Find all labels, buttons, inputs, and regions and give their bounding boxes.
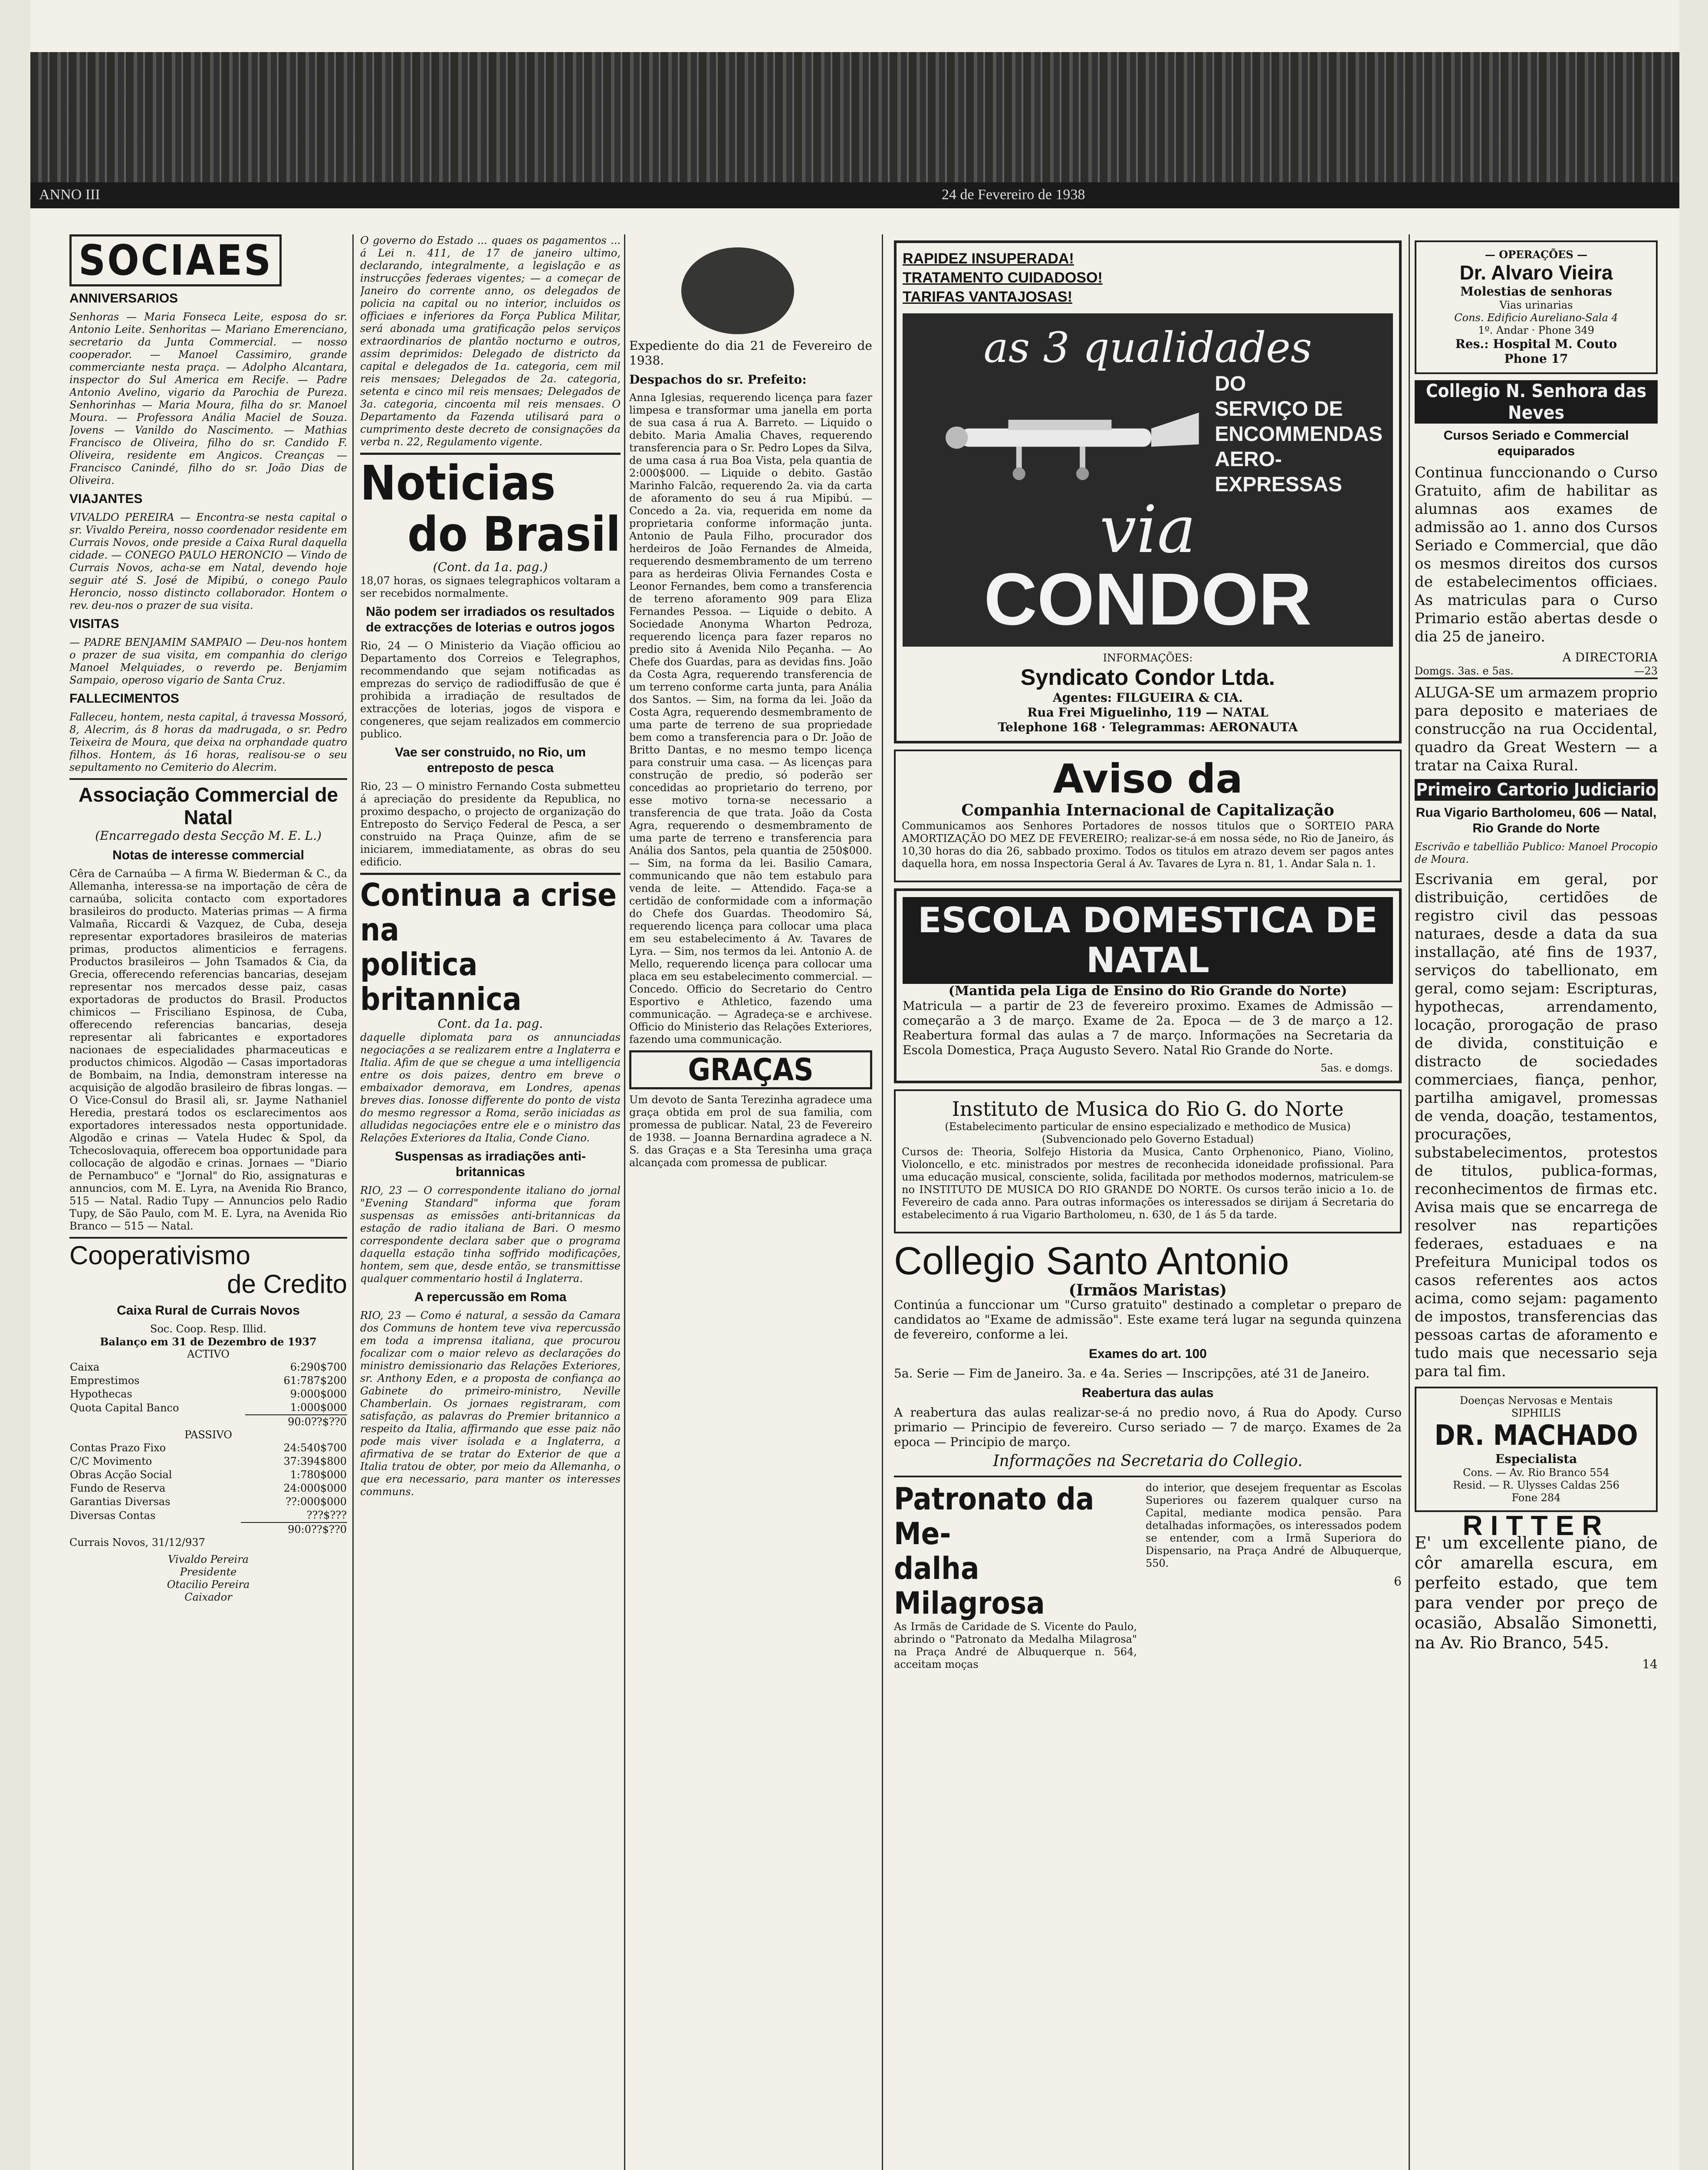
assoc-notes-heading: Notas de interesse commercial [112,848,304,862]
section-anniversaries: ANNIVERSARIOS [69,291,178,306]
condor-ad-graphic [903,313,1393,647]
crisis-title-2: politica britannica [360,946,522,1017]
machado-office: Cons. — Av. Rio Branco 554 [1463,1466,1609,1479]
instituto-title: Instituto de Musica do Rio G. do Norte [952,1097,1344,1121]
table-row [69,1374,347,1387]
dr-alvaro-ad [1415,240,1658,374]
ink-blot [681,247,794,334]
noticias-title-1: Noticias [360,453,621,509]
activo-table [69,1361,347,1429]
dr-alvaro-floor: 1º. Andar · Phone 349 [1478,324,1594,336]
instituto-text: Cursos de: Theoria, Solfejo Historia da Musica, Canto Orphenonico, Piano, Violino, Violoncello, e etc. ministrados por mestres de reconhecida idoneidade profissional. Para uma educação musical, consciente, solida, facilitada por methodos modernos, matriculem-se no INSTITUTO DE MUSICA DO RIO GRANDE DO NORTE. Os cursos terão inicio a 1o. de Fevereiro de cada anno. Para outras informações os interessados se dirijam á Secretaria do estabelecimento á rua Vigario Bartholomeu, n. 630, de 1 ás 5 da tarde. [902,1146,1394,1221]
table-cell: Garantias Diversas [70,1496,171,1508]
balanco-heading: Balanço em 31 de Dezembro de 1937 [100,1335,317,1348]
prefeitura-dispatch-text: Anna Iglesias, requerendo licença para fazer limpesa e transformar uma janella em porta de sua casa á rua A. Barreto. — Liquido o debito. Maria Amalia Chaves, requerendo transferencia para o Sr. Pedro Lopes da Silva, de uma casa á rua Boa Vista, pela quantia de 2:000$000. — Liquide o debito. Gastão Marinho Falcão, requerendo 2a. via da carta de aforamento do seu á rua Mipibú. — Concedo a 2a. via, requerida em nome da proprietaria conforme informação junta. Antonio de Paula Filho, procurador dos herdeiros de João Fernandes de Almeida, requerendo desmembramento de um terreno para as herdeiras Olivia Fernandes Costa e Leonor Fernandes, bem como a transferencia de terreno aforamento 909 para Eliza Fernandes Pessoa. — Liquide o debito. A Sociedade Anonyma Wharton Pedroza, requerendo licença para fazer reparos no predio sito á Avenida Nilo Peçanha. — Ao Chefe dos Guardas, para as devidas fins. João da Costa Agra, requerendo transferencia de um terreno conforme carta junta, para Anália dos Santos. — Sim, na forma da lei. João da Costa Agra, requerendo desmembramento de uma parte de terreno de sua propriedade bem como a transferencia para o Dr. João de Britto Dantas, e no mesmo tempo licença para construir uma casa. — As licenças para construção de predio, só poderão ser concedidas ao proprietario do terreno, por esse motivo torna-se necessario a transferencia de que trata. João da Costa Agra, requerendo o desmembramento de uma parte de terreno e transferencia para Anália dos Santos, pela quantia de 250$000. — Sim, na forma da lei. Basilio Camara, communicando que não tem estabulo para venda de leite. — Attendido. Faça-se a certidão de conformidade com a informação do Chefe dos Guardas. Theodomiro Sá, requerendo licença para collocar uma placa em seu estabelecimento á Av. Tavares de Lyra. — Sim, nos termos da lei. Antonio A. de Mello, requerendo licença para collocar uma placa em seu estabelecimento commercial. — Concedo. Officio do Secretario do Centro Esportivo e Athletico, fazendo uma communicação. — Agradeça-se e archivese. Officio do Ministerio das Relações Exteriores, fazendo uma communicação. [629,391,872,1046]
coop-title-1: Cooperativismo [69,1237,347,1270]
collegio-exams-text: 5a. Serie — Fim de Janeiro. 3a. e 4a. Series — Inscripções, até 31 de Janeiro. [894,1366,1370,1381]
crisis-title-1: Continua a crise na [360,873,621,947]
table-row [69,1482,347,1495]
headline-lottery: Não podem ser irradiados os resultados de extracções de loterias e outros jogos [366,605,615,635]
table-row [69,1522,347,1536]
collegio-footer: Informações na Secretaria do Collegio. [993,1452,1303,1470]
column-5 [1415,234,1658,2170]
table-row [69,1387,347,1401]
patronato-title-1: Patronato da Me- [894,1481,1094,1552]
patronato-title-2: dalha Milagrosa [894,1551,1045,1621]
passivo-table [69,1441,347,1536]
coop-title-2: de Credito [227,1269,347,1299]
machado-pre-2: SIPHILIS [1511,1407,1561,1419]
passivo-heading: PASSIVO [184,1429,232,1441]
machado-pre: Doenças Nervosas e Mentais [1459,1394,1613,1407]
collegio-irmaos: (Irmãos Maristas) [1068,1281,1227,1299]
table-cell: 1:780$000 [290,1469,347,1481]
table-cell: Obras Acção Social [70,1469,172,1481]
condor-service-4: EXPRESSAS [1215,473,1342,496]
newspaper-page [30,0,1679,2170]
decree-text: O governo do Estado ... quaes os pagamentos ... á Lei n. 411, de 17 de janeiro ultimo, declarando, integralmente, a legislação e as instrucções federaes vigentes; — a começar de Janeiro do corrente anno, os delegados de policia na capital ou no interior, incluidos os officiaes e inferiores da Força Publica Militar, será abonada uma gratificação pelos serviços extraordinarios de plantão nocturno e outros, assim deprimidos: Delegado de districto da capital e delegados de 1a. categoria, cem mil reis mensaes; Delegados de 2a. categoria, setenta e cinco mil reis mensaes; Delegados de 3a. categoria, cincoenta mil reis mensaes. O Departamento da Fazenda utilisará para o cumprimento deste decreto de consignações da verba n. 22, Regulamento vigente. [360,234,621,448]
machado-phone: Fone 284 [1511,1492,1561,1504]
table-cell: Diversas Contas [70,1509,156,1522]
table-cell: Contas Prazo Fixo [70,1442,166,1454]
patronato-ad [894,1476,1402,1675]
assoc-title: Associação Commercial de Natal [69,778,347,829]
collegio-reopen-text: A reabertura das aulas realizar-se-á no predio novo, á Rua do Apody. Curso primario — Principio de fevereiro. Curso seriado — 7 de março. Exames de 2a epoca — Principio de março. [894,1405,1402,1449]
table-row [69,1455,347,1468]
ritter-title: RITTER [1462,1510,1610,1541]
condor-slogan-1: RAPIDEZ INSUPERADA! [903,250,1074,267]
section-travellers: VIAJANTES [69,492,143,506]
table-cell: 24:000$000 [283,1482,347,1494]
table-row [69,1441,347,1455]
condor-script-line: as 3 qualidades [983,323,1312,372]
table-cell: Hypothecas [70,1388,132,1400]
signature-2-role: Caixador [184,1591,232,1603]
condor-brand: CONDOR [984,558,1312,641]
escola-domestica-ad [894,888,1402,1083]
noticias-title-2: do Brasil [407,506,621,562]
table-cell: Caixa [70,1361,100,1373]
table-row [69,1468,347,1482]
table-row [69,1415,347,1429]
condor-syndicate: Syndicato Condor Ltda. [1020,665,1275,690]
table-cell: 24:540$700 [283,1442,347,1454]
dr-alvaro-specialty-2: Vias urinarias [1499,299,1573,311]
aviso-company: Companhia Internacional de Capitalização [961,801,1334,819]
fish-market-text: Rio, 23 — O ministro Fernando Costa submetteu á apreciação do presidente da Republica, no proximo despacho, o projecto de organização do Entreposto do Serviço Federal de Pesca, a ser construido na Praça Quinze, afim de se iniciarem, immediatamente, as obras do seu edificio. [360,780,621,868]
section-visits: VISITAS [69,617,119,631]
rome-text: RIO, 23 — Como é natural, a sessão da Camara dos Communs de hontem teve viva repercussão em toda a imprensa italiana, que procurou focalizar com o maior relevo as declarações do ministro demissionario das Relações Exteriores, sr. Anthony Eden, e a proposta de confiança ao Gabinete do primeiro-ministro, Neville Chamberlain. Os jornaes registraram, com satisfação, as palavras do Premier britannico a respeito da Italia, affirmando que esse paiz não pode mais viver isolada e a Inglaterra, a afirmativa de se tratar do Exterior de que a Italia tratou de obter, por meio da Allemanha, o que era necessario, para manter os interesses communs. [360,1309,621,1498]
activo-heading: ACTIVO [187,1348,230,1360]
column-3 [629,234,872,2170]
machado-residence: Resid. — R. Ulysses Caldas 256 [1453,1479,1619,1491]
instituto-subtitle: (Estabelecimento particular de ensino especializado e methodico de Musica) (Subvencionado pelo Governo Estadual) [945,1121,1351,1145]
masthead-strip [30,182,1679,208]
column-2 [360,234,621,2170]
instituto-musica-ad [894,1089,1402,1233]
table-cell: 1:000$000 [290,1401,347,1414]
travellers-text: VIVALDO PEREIRA — Encontra-se nesta capital o sr. Vivaldo Pereira, nosso coordenador residente em Currais Novos, onde preside a Caixa Rural daquella cidade. — CONEGO PAULO HERONCIO — Vindo de Currais Novos, acha-se em Natal, devendo hoje seguir até S. José de Mipibú, o conego Paulo Heroncio, nosso distincto collaborador. Hontem o rev. deu-nos o prazer de sua visita. [69,511,347,612]
cartorio-escrivao: Escrivão e tabellião Publico: Manoel Procopio de Moura. [1415,841,1658,865]
gracas-text: Um devoto de Santa Terezinha agradece uma graça obtida em prol de sua familia, com promessa de publicar. Natal, 23 de Fevereiro de 1938. — Joanna Bernardina agradece a N. S. das Graças e a Sta Teresinha uma graça alcançada com promessa de publicar. [629,1094,872,1169]
aviso-text: Communicamos aos Senhores Portadores de nossos titulos que o SORTEIO PARA AMORTIZAÇÃO DO MEZ DE FEVEREIRO; realizar-se-á em nossa séde, no Rio de Janeiro, ás 10,30 horas do dia 26, sabbado proximo. Todos os titulos em atrazo devem ser pagos antes daquella hora, em nossa Inspectoria Geral á Av. Tavares de Lyra n. 81, 1. Andar Sala n. 1. [902,820,1394,870]
neves-number: —23 [1634,665,1658,677]
cartorio-text: Escrivania em geral, por distribuição, certidões de registro civil das pessoas naturaes, desde a data da sua installação, até fins de 1937, serviços do tabellionato, em geral, como sejam: Escripturas, hypothecas, arrendamento, locação, prorogação de praso de divida, constituição e distracto de sociedades commerciaes, fiança, penhor, partilha amigavel, promessas de venda, doação, testamentos, procurações, substabelecimentos, protestos de titulos, publica-formas, reconhecimentos de firmas etc. Avisa mais que se encarrega de resolver nas repartições federaes, estaduaes e na Prefeitura Municipal todos os casos referentes aos actos acima, como sejam: pagamento de impostos, transferencias das pessoas cartas de aforamento e tudo mais que necessario seja para tal fim. [1415,871,1658,1380]
collegio-exams-heading: Exames do art. 100 [1089,1347,1207,1361]
crisis-cont: Cont. da 1a. pag. [437,1016,543,1031]
neves-subtitle: Cursos Seriado e Commercial equiparados [1443,428,1629,458]
aviso-title: Aviso da [1053,756,1243,802]
caixa-name: Caixa Rural de Currais Novos [117,1303,300,1318]
signature-1: Vivaldo Pereira [168,1553,249,1565]
deaths-text: Falleceu, hontem, nesta capital, á travessa Mossoró, 8, Alecrim, ás 8 horas da madrugada, o sr. Pedro Teixeira de Moura, que deixa na orphandade quatro filhos. Hontem, ás 16 horas, realisou-se o seu sepultamento no Cemiterio do Alecrim. [69,711,347,773]
capitalizacao-ad [894,750,1402,882]
prefeitura-date: Expediente do dia 21 de Fevereiro de 1938. [629,339,872,368]
neves-text: Continua funccionando o Curso Gratuito, afim de habilitar as alumnas aos exames de admissão ao 1. anno dos Cursos Seriado e Commercial, que dão os mesmos direitos dos cursos de estabelecimentos officiaes. As matriculas para o Curso Primario estão abertas desde o dia 25 de janeiro. [1415,464,1658,645]
condor-via: via [1099,492,1196,568]
activo-total: 90:0??$??0 [245,1415,347,1429]
dr-alvaro-phone: Phone 17 [1504,352,1568,366]
cartorio-address: Rua Vigario Bartholomeu, 606 — Natal, Rio Grande do Norte [1416,806,1657,835]
table-row [69,1361,347,1374]
table-row [69,1509,347,1522]
visits-text: — PADRE BENJAMIM SAMPAIO — Deu-nos hontem o prazer de sua visita, em companhia do clerigo Manoel Melquiades, o reverdo pe. Benjamim Sampaio, operoso vigario de Santa Cruz. [69,636,347,686]
caixa-sub: Soc. Coop. Resp. Illid. [150,1323,267,1335]
signature-2: Otacilio Pereira [167,1578,250,1591]
prefeitura-dispatch-heading: Despachos do sr. Prefeito: [629,372,807,387]
condor-phone: Telephone 168 · Telegrammas: AERONAUTA [998,720,1298,734]
table-cell: Quota Capital Banco [70,1401,179,1414]
column-rule [624,234,625,2170]
sociaes-title: SOCIAES [69,234,282,286]
column-1 [69,234,347,2170]
condor-slogan-3: TARIFAS VANTAJOSAS! [903,289,1073,305]
column-rule [352,234,354,2170]
broadcasts-text: RIO, 23 — O correspondente italiano do jornal "Evening Standard" informa que foram suspensas as emissões anti-britannicas da estação de radio italiana de Bari. O mesmo correspondente declara saber que o programa daquella estação tinha soffrido modificações, hontem, sem que, desde então, se transmittisse qualquer commentario hostil á Inglaterra. [360,1184,621,1285]
headline-broadcasts: Suspensas as irradiações anti-britannicas [394,1149,586,1179]
table-cell: 61:787$200 [283,1374,347,1387]
aluga-se-text: ALUGA-SE um armazem proprio para deposito e materiaes de construcção na rua Occidental, quadro da Great Western — a tratar na Caixa Rural. [1415,684,1658,774]
column-4 [894,234,1402,2170]
column-rule [882,234,883,2170]
crisis-text: daquelle diplomata para os annunciadas negociações a se realizarem entre a Inglaterra e Italia. Afim de que se chegue a uma intelligencia entre os dois paizes, dentro em breve o embaixador demorava, em Londres, apenas breves dias. Ionosse differente do ponto de vista do mesmo regressor a Roma, serão iniciadas as alludidas negociações entre ele e o ministro das Relações Exteriores da Italia, Conde Ciano. [360,1031,621,1144]
escola-subtitle: (Mantida pela Liga de Ensino do Rio Grande do Norte) [948,983,1347,999]
table-cell: C/C Movimento [70,1455,152,1467]
noticias-text: 18,07 horas, os signaes telegraphicos voltaram a ser recebidos normalmente. [360,575,621,599]
table-cell: 6:290$700 [290,1361,347,1373]
assoc-text: Cêra de Carnaúba — A firma W. Biederman & C., da Allemanha, interessa-se na importação de cêra de carnaúba, solicita contacto com exportadores brasileiros do producto. Materias primas — A firma Valmaña, Riccardi & Vazquez, de Cuba, deseja representar exportadores brasileiros de materias primas, productos alimenticios e ferragens. Productos brasileiros — John Tsamados & Cia, da Grecia, offerecendo referencias bancarias, desejam representar nos mercados desse paiz, casas exportadoras de productos do Brasil. Productos chimicos — Frisciliano Espinosa, de Cuba, offerecendo referencias bancarias, deseja representar ali fabricantes e exportadores nacionaes de especialidades pharmaceuticas e productos chimicos. Algodão — Casas importadoras de Bombaim, na India, demonstram interesse na acquisição de algodão brasileiro de fibras longas. — O Vice-Consul do Brasil ali, sr. Jayme Nathaniel Heredia, prestará todos os esclarecimentos aos exportadores interessados nesta opportunidade. Algodão e crinas — Vatela Hudec & Spol, da Tchecoslovaquia, offerecem boa opportunidade para collocação de algodão e crinas. Jornaes — "Diario de Pernambuco" e "Jornal" do Rio, assignaturas e annuncios, com M. E. Lyra, na Avenida Rio Branco, 515 — Natal. Radio Tupy — Annuncios pelo Radio Tupy, de São Paulo, com M. E. Lyra, na Avenida Rio Branco — 515 — Natal. [69,868,347,1232]
condor-service-2: ENCOMMENDAS [1215,423,1383,446]
condor-do: DO [1215,372,1246,395]
headline-rome: A repercussão em Roma [414,1290,567,1304]
dr-alvaro-name: Dr. Alvaro Vieira [1459,261,1613,284]
collegio-santo-antonio-ad [894,1240,1402,1469]
condor-slogan-2: TRATAMENTO CUIDADOSO! [903,270,1103,286]
table-cell: ??:000$000 [286,1496,347,1508]
machado-name: DR. MACHADO [1434,1420,1638,1452]
table-cell: Fundo de Reserva [70,1482,166,1494]
condor-service-1: SERVIÇO DE [1215,398,1343,421]
anniversaries-text: Senhoras — Maria Fonseca Leite, esposa do sr. Antonio Leite. Senhoritas — Mariano Emerenciano, secretario da Junta Commercial. — nosso cooperador. — Manoel Cassimiro, grande commerciante nesta praça. — Adolpho Alcantara, inspector do Sul America em Recife. — Padre Antonio Avelino, vigario da Parochia de Pureza. Senhorinhas — Maria Moura, filha do sr. Manoel Moura. — Professora Anália Maciel de Souza. Jovens — Vanildo do Nascimento. — Mathias Francisco de Oliveira, filho do sr. Candido F. Oliveira, residente em Angicos. Creanças — Francisco Canindé, filho do sr. João Dias de Oliveira. [69,311,347,487]
collegio-text: Continúa a funccionar um "Curso gratuito" destinado a completar o preparo de candidatos ao "Exame de admissão". Este exame terá lugar na segunda quinzena de fevereiro, conforme a lei. [894,1298,1402,1341]
page-number-14: 14 [1642,1657,1658,1671]
headline-fish-market: Vae ser construido, no Rio, um entreposto de pesca [394,745,586,775]
patronato-text-b: do interior, que desejem frequentar as Escolas Superiores ou fazerem qualquer curso na Capital, mediante modica pensão. Para detalhadas informações, os interessados podem se entender, com a Irmã Superiora do Dispensario, na Praça André de Albuquerque, 550. [1146,1482,1402,1569]
escola-text: Matricula — a partir de 23 de fevereiro proximo. Exames de Admissão — começarão a 3 de março. Exame de 2a. Epoca — de 3 de março a 12. Reabertura formal das aulas a 7 de março. Informações na Secretaria da Escola Domestica, Praça Augusto Severo. Natal Rio Grande do Norte. [903,999,1393,1057]
machado-specialist: Especialista [1495,1452,1577,1466]
dr-alvaro-residence: Res.: Hospital M. Couto [1455,337,1617,351]
table-row [69,1401,347,1415]
neves-directoria: A DIRECTORIA [1562,650,1658,664]
table-row [69,1495,347,1509]
collegio-reopen-heading: Reabertura das aulas [1082,1386,1214,1400]
signature-1-role: Presidente [180,1566,237,1578]
lottery-text: Rio, 24 — O Ministerio da Viação officiou ao Departamento dos Correios e Telegraphos, recommendando que sejam notificadas as emprezas do serviço de radiodiffusão de que é prohibida a irradiação de resultados de extracções de loterias, jogos de vispora e congeneres, que sejam realizados em commercio publico. [360,640,621,740]
place-date: Currais Novos, 31/12/937 [69,1536,205,1549]
masthead-date: 24 de Fevereiro de 1938 [942,187,1085,203]
condor-ad [894,240,1402,743]
cartorio-title: Primeiro Cartorio Judiciario [1415,779,1658,801]
escola-title: ESCOLA DOMESTICA DE NATAL [903,897,1393,984]
assoc-subtitle: (Encarregado desta Secção M. E. L.) [95,829,322,843]
ritter-text: E' um excellente piano, de côr amarella escura, em perfeito estado, que tem para vender por preço de ocasião, Absalão Simonetti, na Av. Rio Branco, 545. [1415,1533,1658,1652]
neves-days: Domgs. 3as. e 5as. [1415,665,1514,677]
dr-alvaro-specialty: Molestias de senhoras [1460,284,1612,299]
patronato-text-a: As Irmãs de Caridade de S. Vicente do Paulo, abrindo o "Patronato da Medalha Milagrosa" na Praça André de Albuquerque n. 564, acceitam moças [894,1621,1137,1670]
table-cell: 37:394$800 [283,1455,347,1467]
column-rule [1409,234,1410,2170]
table-cell: 9:000$000 [290,1388,347,1400]
table-cell: Emprestimos [70,1374,140,1387]
section-deaths: FALLECIMENTOS [69,691,179,706]
operacoes-label: — OPERAÇÕES — [1485,248,1588,261]
page-number-6: 6 [1394,1574,1402,1588]
masthead-left-tag: ANNO III [39,187,100,203]
escola-footer: 5as. e domgs. [1320,1062,1393,1074]
dr-alvaro-office: Cons. Edificio Aureliano-Sala 4 [1454,312,1618,324]
dr-machado-ad [1415,1387,1658,1512]
passivo-total: 90:0??$??0 [241,1522,347,1536]
condor-info-label: INFORMAÇÕES: [1103,652,1193,664]
neves-title: Collegio N. Senhora das Neves [1415,380,1658,424]
condor-agents: Agentes: FILGUEIRA & CIA. [1052,690,1243,705]
noticias-cont: (Cont. da 1a. pag.) [433,560,548,574]
condor-address: Rua Frei Miguelinho, 119 — NATAL [1027,705,1268,720]
condor-service-3: AERO- [1215,448,1282,471]
gracas-title: GRAÇAS [629,1050,872,1089]
airplane-icon [913,380,1215,489]
collegio-title: Collegio Santo Antonio [894,1240,1289,1283]
table-cell: ???$??? [306,1509,347,1521]
